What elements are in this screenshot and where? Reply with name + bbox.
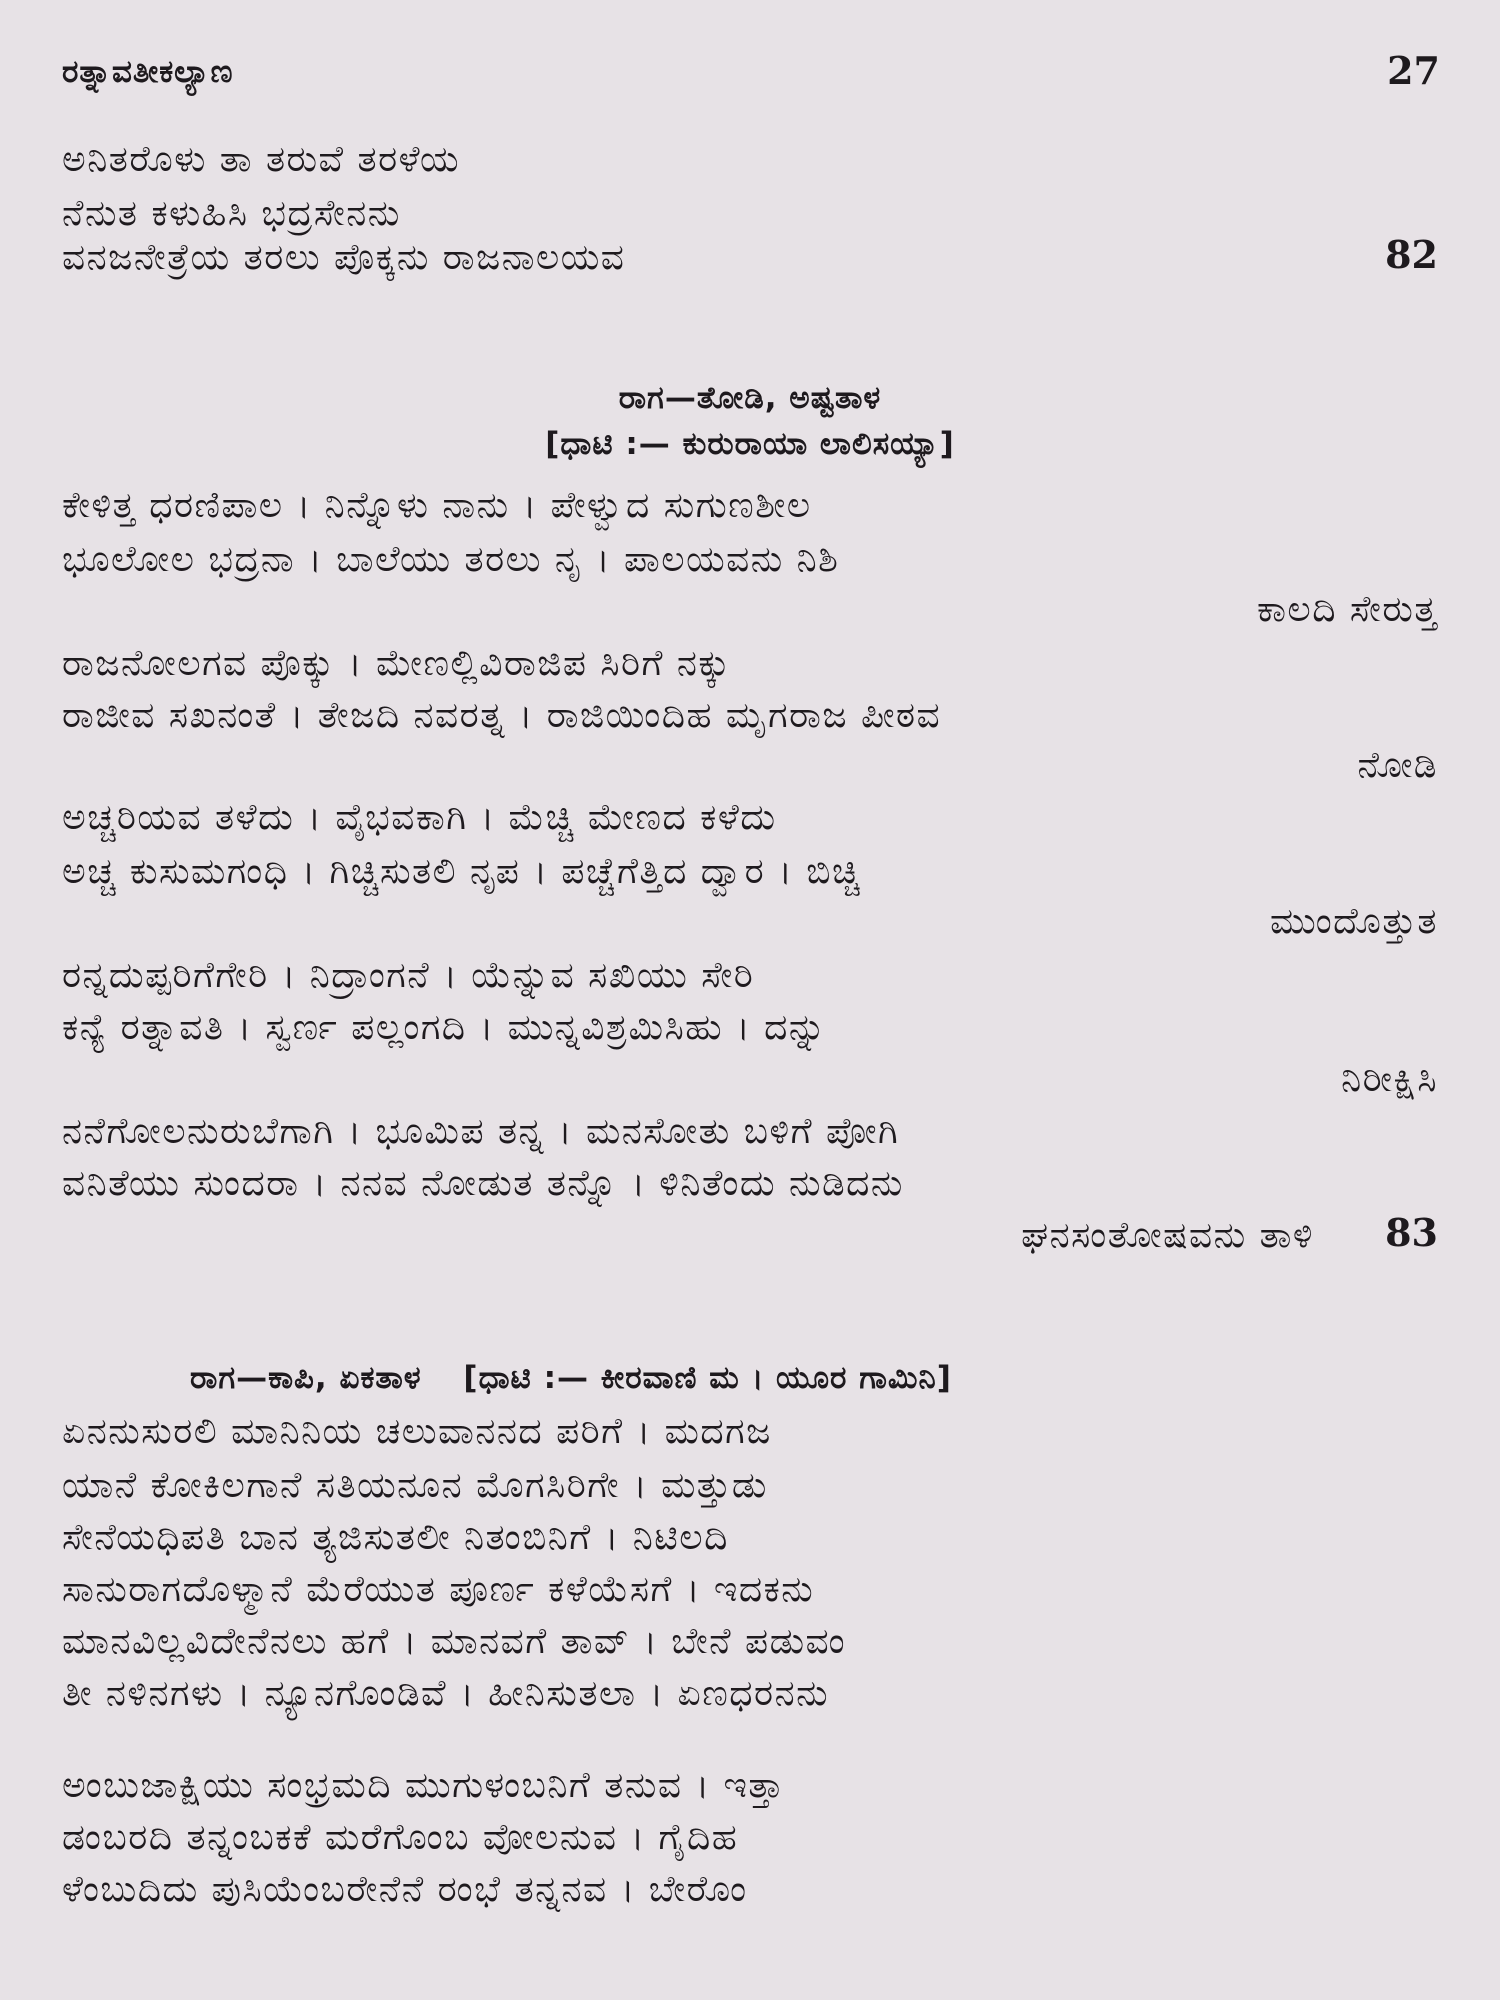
verse-line: ವನಜನೇತ್ರೆಯ ತರಲು ಪೊಕ್ಕನು ರಾಜನಾಲಯವ <box>62 237 626 278</box>
verse-line: ತೀ ನಳಿನಗಳು । ನ್ಯೂನಗೊಂಡಿವೆ । ಹೀನಿಸುತಲಾ । ಏಣಧರನನು <box>62 1673 830 1714</box>
verse-line: ಅನಿತರೊಳು ತಾ ತರುವೆ ತರಳೆಯ <box>62 139 461 180</box>
verse-line: ಡಂಬರದಿ ತನ್ನಂಬಕಕೆ ಮರೆಗೊಂಬ ವೋಲನುವ । ಗೈದಿಹ <box>62 1817 739 1858</box>
verse-line-continuation: ನೋಡಿ <box>1357 745 1438 786</box>
verse-line: ರಾಜೀವ ಸಖನಂತೆ । ತೇಜದಿ ನವರತ್ನ । ರಾಜಿಯಿಂದಿಹ ಮೃಗರಾಜ ಪೀಠವ <box>62 695 942 736</box>
verse-line: ವನಿತೆಯು ಸುಂದರಾ । ನನವ ನೋಡುತ ತನ್ನೊ । ಳಿನಿತೆಂದು ನುಡಿದನು <box>62 1163 904 1204</box>
verse-number: 82 <box>1385 232 1438 277</box>
verse-line: ರಾಜನೋಲಗವ ಪೊಕ್ಕು । ಮೇಣಲ್ಲಿವಿರಾಜಿಪ ಸಿರಿಗೆ ನಕ್ಕು <box>62 643 731 684</box>
raga-heading <box>190 1360 952 1397</box>
verse-line: ಯಾನೆ ಕೋಕಿಲಗಾನೆ ಸತಿಯನೂನ ಮೊಗಸಿರಿಗೇ । ಮತ್ತುಡು <box>62 1465 768 1506</box>
page-number: 27 <box>1387 48 1440 93</box>
verse-line: ಕೇಳಿತ್ತ ಧರಣಿಪಾಲ । ನಿನ್ನೊಳು ನಾನು । ಪೇಳ್ವುದ ಸುಗುಣಶೀಲ <box>62 485 812 526</box>
verse-line: ಳೆಂಬುದಿದು ಪುಸಿಯೆಂಬರೇನೆನೆ ರಂಭೆ ತನ್ನನವ । ಬೇರೊಂ <box>62 1869 748 1910</box>
verse-line-continuation: ಕಾಲದಿ ಸೇರುತ್ತ <box>1257 589 1438 630</box>
verse-line-continuation: ಘನಸಂತೋಷವನು ತಾಳಿ <box>1021 1215 1314 1256</box>
verse-line: ಅಚ್ಚ ಕುಸುಮಗಂಧಿ । ಗಿಚ್ಚಿಸುತಲಿ ನೃಪ । ಪಚ್ಚೆಗೆತ್ತಿದ ದ್ವಾರ । ಬಿಚ್ಚಿ <box>62 851 862 892</box>
verse-line-continuation: ನಿರೀಕ್ಷಿಸಿ <box>1341 1059 1438 1100</box>
page-header <box>62 48 1440 108</box>
running-title: ರತ್ನಾವತೀಕಲ್ಯಾಣ <box>62 54 234 90</box>
verse-line: ಏನನುಸುರಲಿ ಮಾನಿನಿಯ ಚಲುವಾನನದ ಪರಿಗೆ । ಮದಗಜ <box>62 1411 772 1452</box>
verse-line: ಸೇನೆಯಧಿಪತಿ ಬಾನ ತ್ಯಜಿಸುತಲೀ ನಿತಂಬಿನಿಗೆ । ನಿಟಿಲದಿ <box>62 1517 729 1558</box>
raga-label: ರಾಗ—ಕಾಪಿ, ಏಕತಾಳ <box>190 1360 422 1396</box>
verse-line: ನನೆಗೋಲನುರುಬೆಗಾಗಿ । ಭೂಮಿಪ ತನ್ನ । ಮನಸೋತು ಬಳಿಗೆ ಪೋಗಿ <box>62 1111 900 1152</box>
verse-line: ಸಾನುರಾಗದೊಳ್ಮಾನೆ ಮೆರೆಯುತ ಪೂರ್ಣ ಕಳೆಯೆಸಗೆ । ಇದಕನು <box>62 1569 815 1610</box>
verse-number: 83 <box>1385 1210 1438 1255</box>
dhati-heading: [ಧಾಟಿ :— ಕುರುರಾಯಾ ಲಾಲಿಸಯ್ಯಾ] <box>545 426 955 462</box>
verse-line: ರನ್ನದುಪ್ಪರಿಗೆಗೇರಿ । ನಿದ್ರಾಂಗನೆ । ಯೆನ್ನುವ ಸಖಿಯು ಸೇರಿ <box>62 955 755 996</box>
verse-line: ಅಚ್ಚರಿಯವ ತಳೆದು । ವೈಭವಕಾಗಿ । ಮೆಚ್ಚಿ ಮೇಣದ ಕಳೆದು <box>62 797 777 838</box>
verse-line: ಕನ್ಯೆ ರತ್ನಾವತಿ । ಸ್ವರ್ಣ ಪಲ್ಲಂಗದಿ । ಮುನ್ನವಿಶ್ರಮಿಸಿಹು । ದನ್ನು <box>62 1007 827 1048</box>
verse-line: ಮಾನವಿಲ್ಲವಿದೇನೆನಲು ಹಗೆ । ಮಾನವಗೆ ತಾವ್ । ಬೇನೆ ಪಡುವಂ <box>62 1621 847 1662</box>
verse-line: ಭೂಲೋಲ ಭದ್ರನಾ । ಬಾಲೆಯು ತರಲು ನೃ । ಪಾಲಯವನು ನಿಶಿ <box>62 539 840 580</box>
raga-heading: ರಾಗ—ತೋಡಿ, ಅಷ್ಟತಾಳ <box>618 380 882 416</box>
verse-line-continuation: ಮುಂದೊತ್ತುತ <box>1270 901 1438 942</box>
verse-line: ನೆನುತ ಕಳುಹಿಸಿ ಭದ್ರಸೇನನು <box>62 193 401 234</box>
dhati-label: [ಧಾಟಿ :— ಕೀರವಾಣಿ ಮ । ಯೂರ ಗಾಮಿನಿ] <box>463 1360 952 1396</box>
verse-line: ಅಂಬುಜಾಕ್ಷಿಯು ಸಂಭ್ರಮದಿ ಮುಗುಳಂಬನಿಗೆ ತನುವ । ಇತ್ತಾ <box>62 1765 785 1806</box>
